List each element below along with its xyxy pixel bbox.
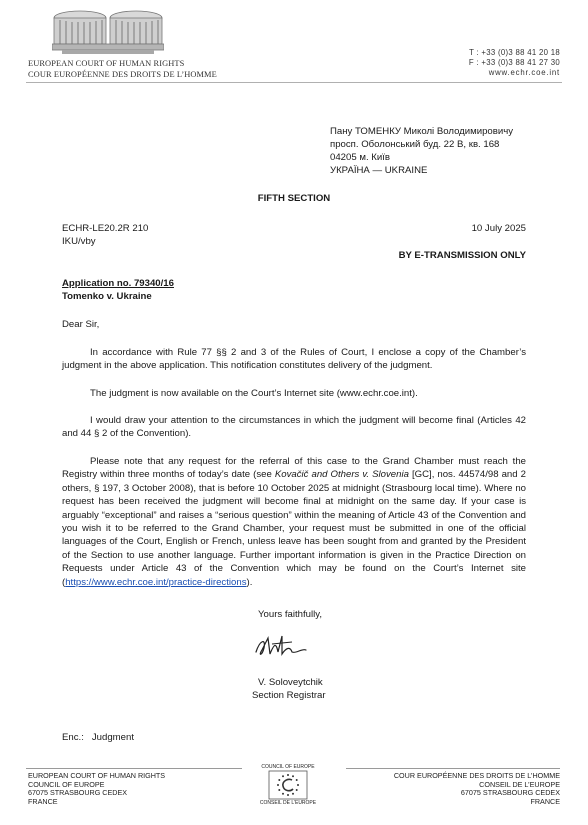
recipient-city: 04205 м. Київ xyxy=(330,152,390,163)
footer-right-line: FRANCE xyxy=(530,796,560,806)
footer-left-line: 67075 STRASBOURG CEDEX xyxy=(28,788,128,798)
footer-right-line: 67075 STRASBOURG CEDEX xyxy=(460,788,560,798)
recipient-name: Пану ТОМЕНКУ Миколі Володимировичу xyxy=(330,126,514,137)
enclosure: Enc.: Judgment xyxy=(62,732,134,743)
application-number: Application no. 79340/16 xyxy=(62,278,174,289)
court-logo xyxy=(52,8,164,56)
footer-address-right xyxy=(346,772,560,806)
section-title: FIFTH SECTION xyxy=(257,193,331,204)
initials: IKU/vby xyxy=(62,236,96,247)
fax: F : +33 (0)3 88 41 27 30 xyxy=(468,58,560,67)
footer-left-line: EUROPEAN COURT OF HUMAN RIGHTS xyxy=(28,771,166,780)
footer-right-line: COUR EUROPÉENNE DES DROITS DE L’HOMME xyxy=(393,771,560,780)
footer-right-line: CONSEIL DE L’EUROPE xyxy=(479,779,560,789)
letter-date: 10 July 2025 xyxy=(471,223,526,234)
paragraph-4-part-a: Please note that any request for the referral of this case to the Grand Chamber must reach the Registry within three months of today’s date (see xyxy=(62,456,526,481)
signatory-title: Section Registrar xyxy=(252,690,326,701)
website: www.echr.coe.int xyxy=(488,68,560,77)
case-title: Tomenko v. Ukraine xyxy=(62,291,152,302)
footer-divider-right xyxy=(346,768,560,769)
recipient-country: УКРАЇНА — UKRAINE xyxy=(330,165,428,176)
paragraph-1: In accordance with Rule 77 §§ 2 and 3 of the Rules of Court, I enclose a copy of the Chamber’s judgment in the above application. This notification constitutes delivery of the judgment. xyxy=(62,347,526,372)
telephone: T : +33 (0)3 88 41 20 18 xyxy=(469,48,560,57)
footer-left-line: COUNCIL OF EUROPE xyxy=(28,779,105,789)
closing: Yours faithfully, xyxy=(258,609,322,620)
delivery-method: BY E-TRANSMISSION ONLY xyxy=(398,250,526,261)
paragraph-4-part-b: [GC], nos. 44574/98 and 2 others, § 197, 3 October 2008), that is before 10 October 2025 at midnight (Strasbourg local time). Where no request has been received the judgment will become final at midnight on the same day. If your case is arguably “exceptional” and raises a “serious question” within the meaning of Article 43 of the Convention and you wish it to be referred to the Grand Chamber, your request must be submitted in one of the official languages of the Court, English or French, unless leave has been sought from and granted by the President of the Section to use another language. Further important information is given in the Practice Direction on Requests under Article 43 of the Convention which may be found on the Court’s Internet site ( xyxy=(62,469,526,588)
paragraph-3: I would draw your attention to the circumstances in which the judgment will become final (Articles 42 and 44 § 2 of the Convention). xyxy=(62,415,526,440)
court-building-icon xyxy=(52,8,164,56)
reference-number: ECHR-LE20.2R 210 xyxy=(62,223,149,234)
signatory-name: V. Soloveytchik xyxy=(258,677,323,688)
paragraph-4-part-c: ). xyxy=(246,576,253,588)
practice-directions-link[interactable]: https://www.echr.coe.int/practice-directions xyxy=(65,576,247,588)
coe-label-top: COUNCIL OF EUROPE xyxy=(261,764,315,770)
council-of-europe-emblem-icon xyxy=(268,770,308,800)
footer-left-line: FRANCE xyxy=(28,796,58,806)
footer-address-left xyxy=(28,772,228,806)
council-of-europe-logo xyxy=(256,764,320,806)
paragraph-2: The judgment is now available on the Court’s Internet site (www.echr.coe.int). xyxy=(90,388,418,399)
salutation: Dear Sir, xyxy=(62,319,100,330)
recipient-address xyxy=(330,125,570,177)
header-divider xyxy=(26,82,562,83)
recipient-street: просп. Оболонський буд. 22 В, кв. 168 xyxy=(330,139,500,150)
signature-image xyxy=(252,630,312,662)
coe-label-bottom: CONSEIL DE L’EUROPE xyxy=(259,800,317,806)
court-name-fr: COUR EUROPÉENNE DES DROITS DE L’HOMME xyxy=(28,70,217,79)
paragraph-4 xyxy=(62,455,526,589)
footer-divider-left xyxy=(26,768,242,769)
case-citation: Kovačič and Others v. Slovenia xyxy=(274,469,409,481)
court-name-en: EUROPEAN COURT OF HUMAN RIGHTS xyxy=(28,59,185,68)
